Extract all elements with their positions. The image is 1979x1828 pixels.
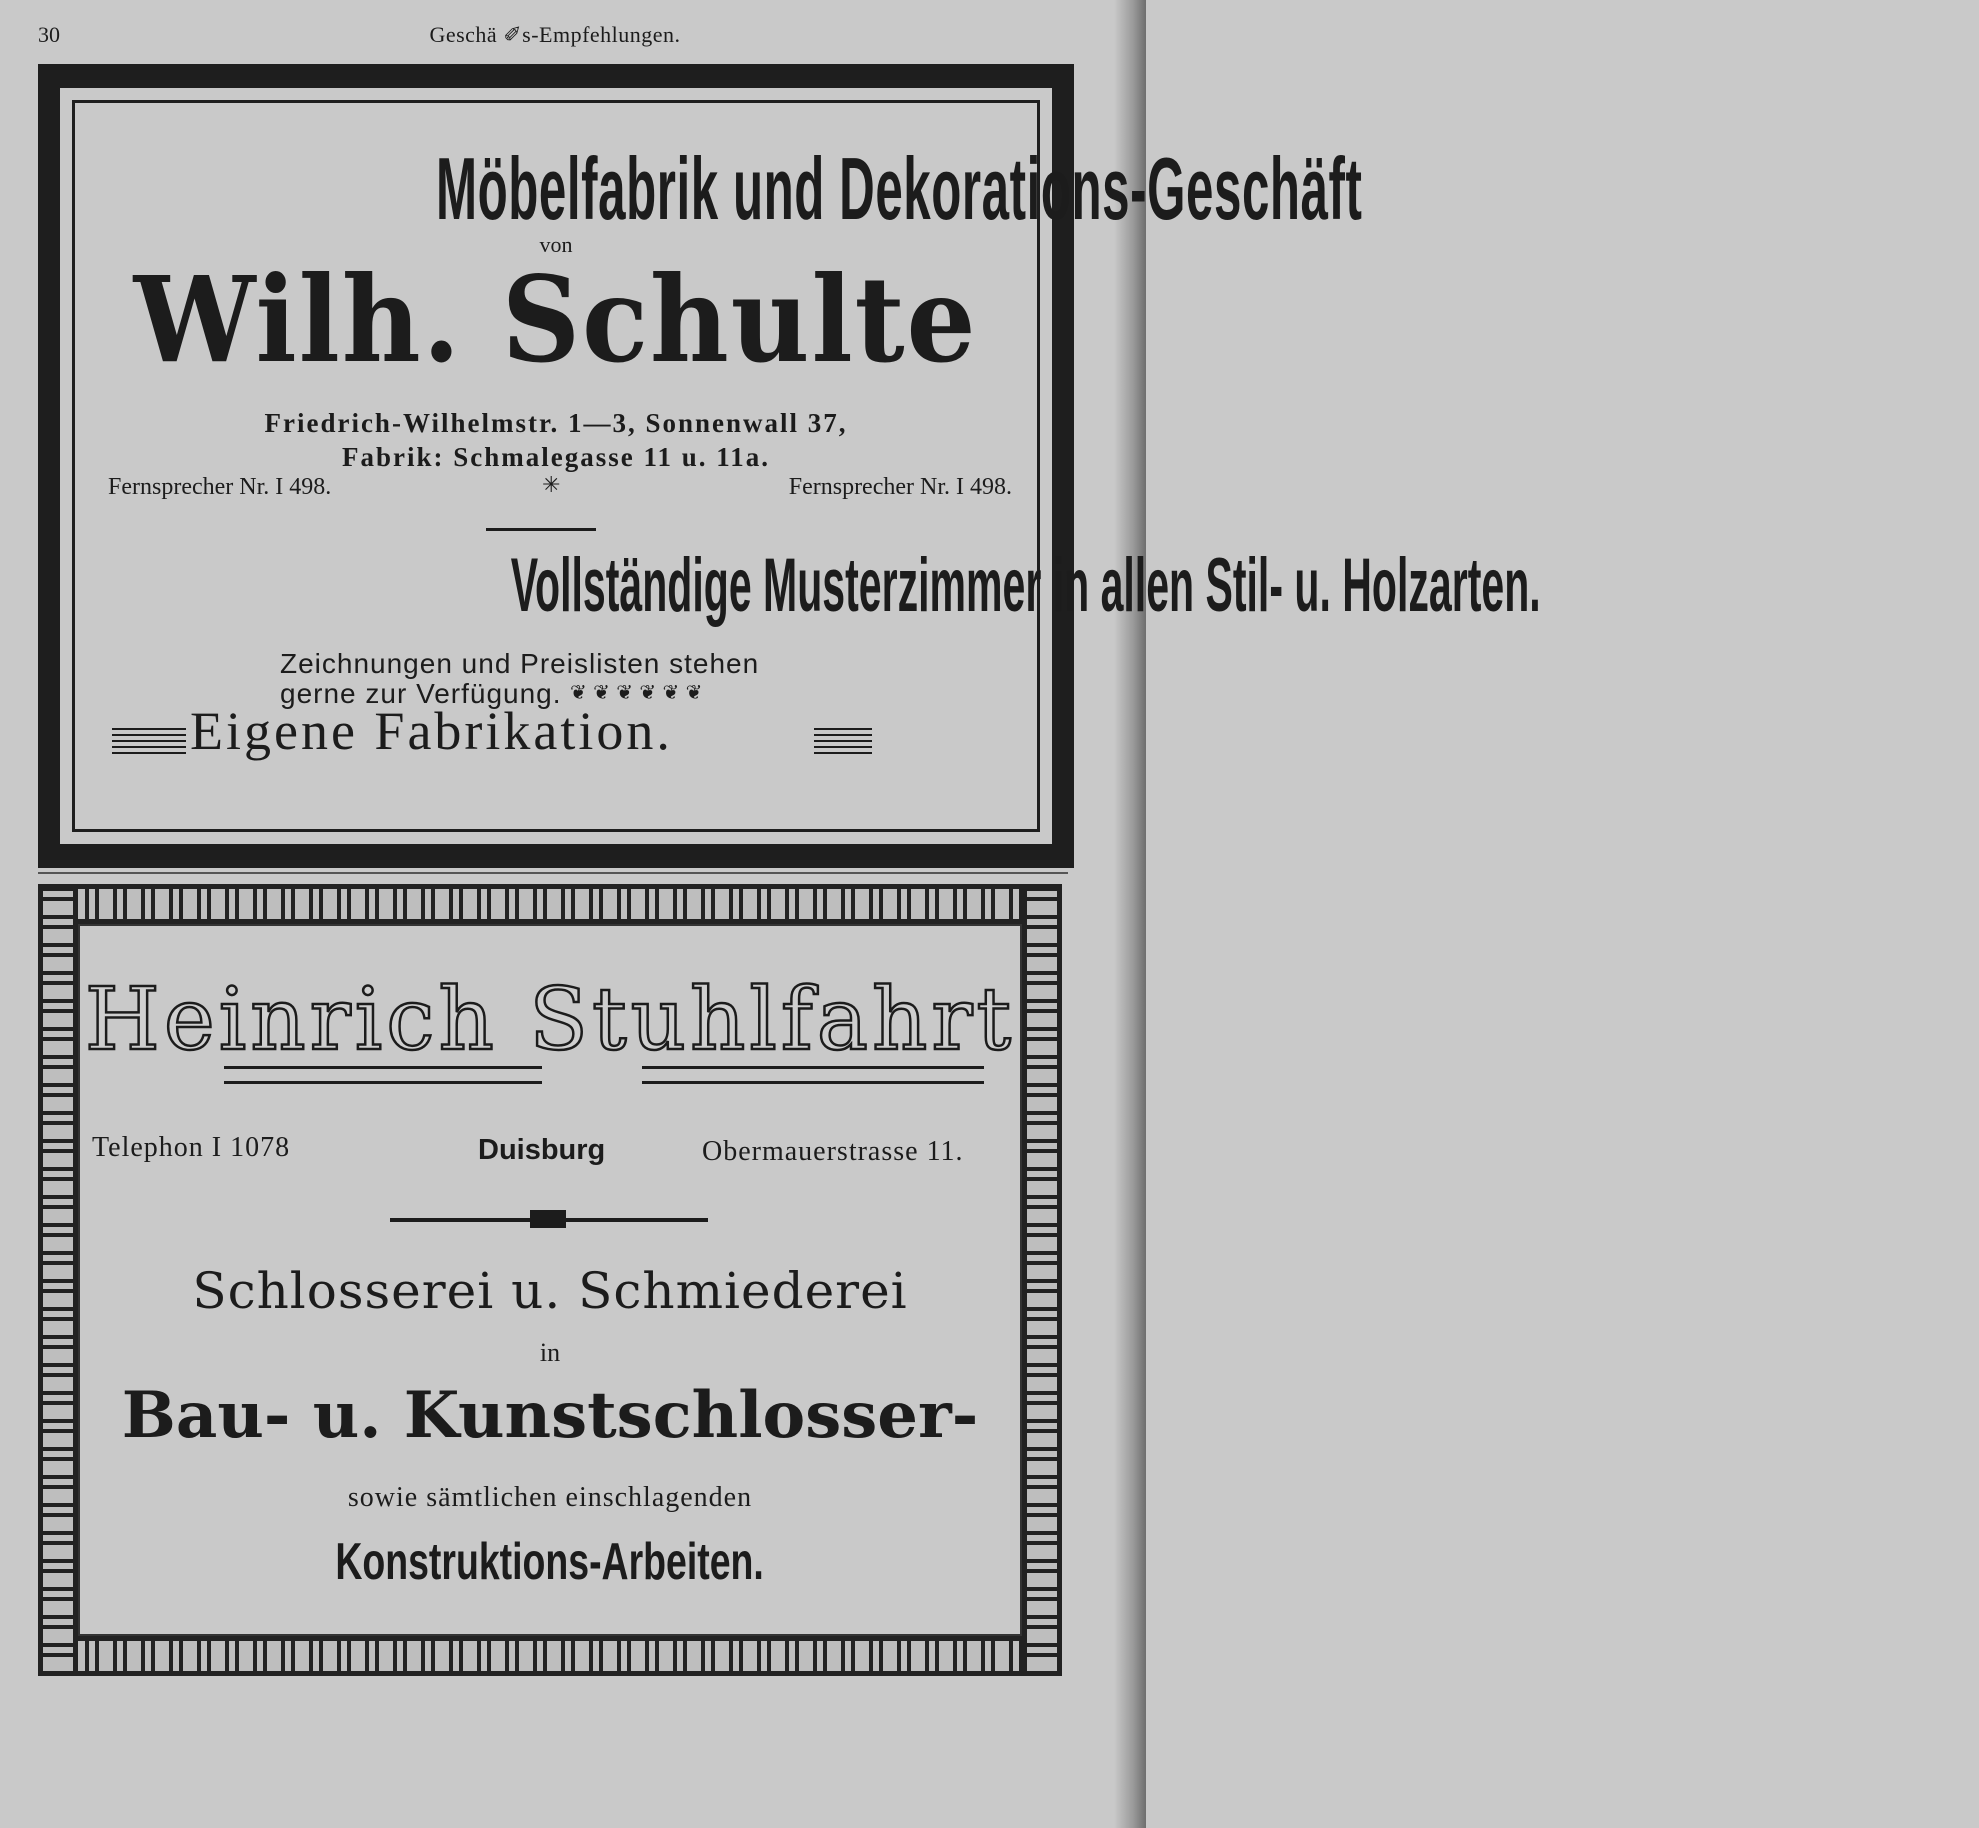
page-number: 30 xyxy=(38,22,60,47)
von-text: von xyxy=(539,232,573,257)
phone-right: Fernsprecher Nr. I 498. xyxy=(788,474,1012,500)
slogan: Vollständige Musterzimmer in allen Stil- u. Holzarten. xyxy=(510,543,1541,628)
name-underline-left xyxy=(224,1066,542,1084)
asterisk-icon: ✳ xyxy=(542,472,561,497)
running-head: Geschä ✐s-Empfehlungen. xyxy=(429,22,681,47)
frame-top xyxy=(38,64,1074,88)
ad-schulte xyxy=(38,64,1541,868)
telephone: Telephon I 1078 xyxy=(92,1132,291,1163)
service-line-2: Bau- u. Kunstschlosser- xyxy=(121,1378,979,1453)
name-underline-right xyxy=(642,1066,984,1084)
page-edge-shadow xyxy=(1114,0,1146,1828)
note-line-2: gerne zur Verfügung. xyxy=(280,678,562,709)
address-line-2: Fabrik: Schmalegasse 11 u. 11a. xyxy=(341,442,771,472)
frame-bottom xyxy=(38,844,1074,868)
note-line-1: Zeichnungen und Preislisten stehen xyxy=(280,648,760,679)
ornament-row: ❦ ❦ ❦ ❦ ❦ ❦ xyxy=(570,680,703,704)
headline: Möbelfabrik und Dekorations-Geschäft xyxy=(435,139,1363,238)
street: Obermauerstrasse 11. xyxy=(702,1136,964,1167)
footer-text: Eigene Fabrikation. xyxy=(190,701,673,761)
service-line-4: Konstruktions-Arbeiten. xyxy=(335,1533,765,1591)
chain-border-bottom xyxy=(38,1636,1062,1676)
ad-stuhlfahrt xyxy=(38,884,1062,1676)
ad-schulte-content xyxy=(72,100,1541,832)
divider xyxy=(486,528,596,531)
rule-left xyxy=(112,728,186,754)
company-name-outline: Heinrich Stuhlfahrt xyxy=(84,970,1016,1070)
address-line-1: Friedrich-Wilhelmstr. 1—3, Sonnenwall 37, xyxy=(264,408,848,438)
service-line-1: Schlosserei u. Schmiederei xyxy=(192,1262,908,1320)
frame-left xyxy=(38,64,60,868)
company-name: Wilh. Schulte xyxy=(134,250,978,389)
service-line-3: sowie sämtlichen einschlagenden xyxy=(347,1482,753,1513)
chain-border-top xyxy=(38,884,1062,924)
rule-right xyxy=(814,728,872,754)
in-text: in xyxy=(539,1338,561,1367)
phone-left: Fernsprecher Nr. I 498. xyxy=(108,474,332,500)
ad-separator xyxy=(38,872,1068,874)
city: Duisburg xyxy=(478,1134,606,1166)
divider-center-block xyxy=(530,1210,566,1228)
